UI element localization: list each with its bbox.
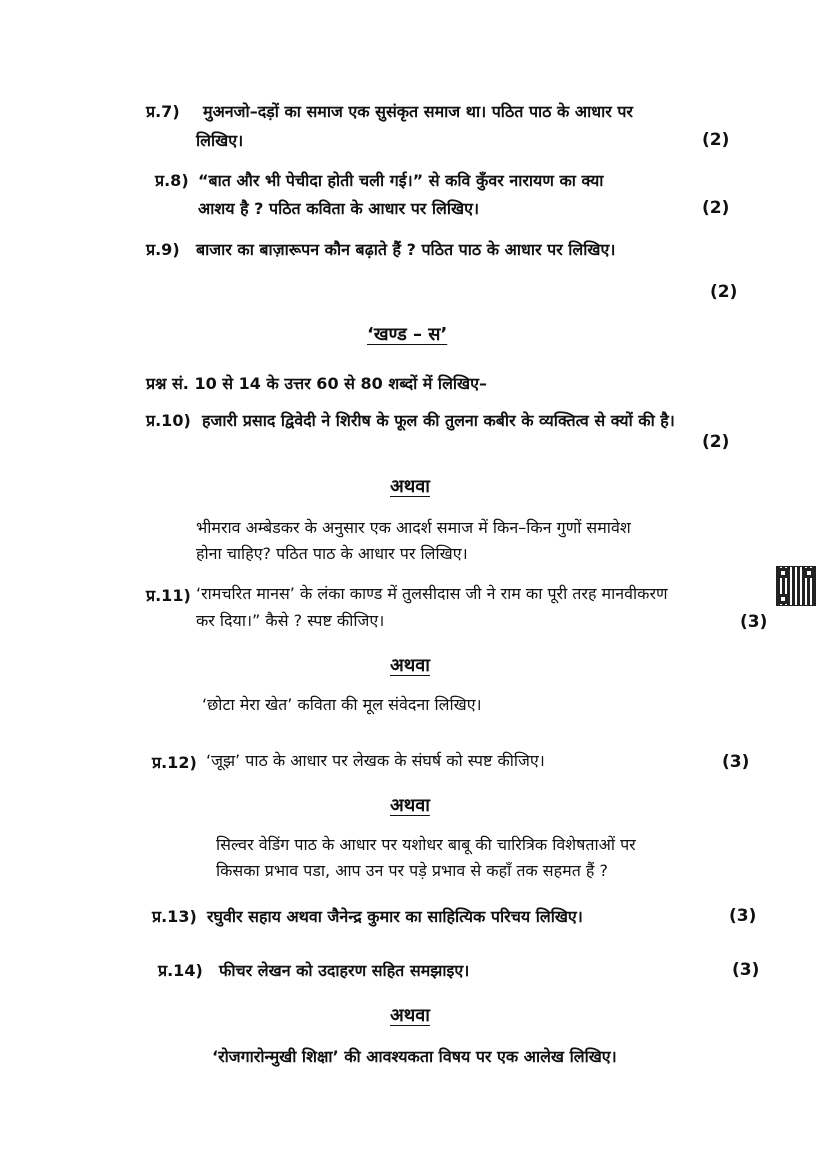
q12-alt-line1: सिल्वर वेडिंग पाठ के आधार पर यशोधर बाबू की चारित्रिक विशेषताओं पर — [216, 835, 636, 854]
q10-marks: (2) — [702, 432, 730, 452]
q12-or-heading: अथवा — [390, 795, 430, 816]
q13-marks: (3) — [729, 906, 757, 926]
q11-number: प्र.11) — [146, 586, 191, 605]
qr-code-icon — [776, 566, 816, 606]
q7-number: प्र.7) — [146, 102, 180, 121]
q12-text-line1: ‘जूझ’ पाठ के आधार पर लेखक के संघर्ष को स्पष्ट कीजिए। — [206, 751, 545, 770]
q8-number: प्र.8) — [155, 171, 189, 190]
q10-number: प्र.10) — [146, 411, 191, 430]
section-instruction: प्रश्न सं. 10 से 14 के उत्तर 60 से 80 शब्दों में लिखिए– — [146, 374, 487, 393]
q10-alt-line2: होना चाहिए? पठित पाठ के आधार पर लिखिए। — [196, 544, 468, 563]
q14-number: प्र.14) — [158, 961, 203, 980]
q12-marks: (3) — [722, 752, 750, 772]
q8-text-line1: “बात और भी पेचीदा होती चली गई।” से कवि कुँवर नारायण का क्या — [198, 171, 604, 190]
q11-alt-line1: ‘छोटा मेरा खेत’ कविता की मूल संवेदना लिखिए। — [202, 695, 482, 714]
q13-text-line1: रघुवीर सहाय अथवा जैनेन्द्र कुमार का साहित्यिक परिचय लिखिए। — [207, 907, 583, 926]
q14-or-heading: अथवा — [390, 1005, 430, 1026]
q10-alt-line1: भीमराव अम्बेडकर के अनुसार एक आदर्श समाज में किन–किन गुणों समावेश — [196, 518, 631, 537]
q9-text-line1: बाजार का बाज़ारूपन कौन बढ़ाते हैं ? पठित पाठ के आधार पर लिखिए। — [196, 240, 616, 259]
q7-marks: (2) — [702, 130, 730, 150]
q12-number: प्र.12) — [152, 753, 197, 772]
q7-text-line1: मुअनजो–दड़ों का समाज एक सुसंकृत समाज था। पठित पाठ के आधार पर — [203, 102, 633, 121]
q9-marks: (2) — [710, 282, 738, 302]
q10-or-heading: अथवा — [390, 476, 430, 497]
q14-alt-line1: ‘रोजगारोन्मुखी शिक्षा’ की आवश्यकता विषय पर एक आलेख लिखिए। — [212, 1047, 617, 1066]
q11-text-line1: ‘रामचरित मानस’ के लंका काण्ड में तुलसीदास जी ने राम का पूरी तरह मानवीकरण — [196, 584, 668, 603]
q11-or-heading: अथवा — [390, 655, 430, 676]
q13-number: प्र.13) — [152, 907, 197, 926]
q9-number: प्र.9) — [146, 240, 180, 259]
q14-marks: (3) — [732, 960, 760, 980]
q8-marks: (2) — [702, 198, 730, 218]
q7-text-line2: लिखिए। — [196, 131, 244, 150]
q8-text-line2: आशय है ? पठित कविता के आधार पर लिखिए। — [198, 199, 480, 218]
q14-text-line1: फीचर लेखन को उदाहरण सहित समझाइए। — [219, 961, 470, 980]
q11-text-line2: कर दिया।” कैसे ? स्पष्ट कीजिए। — [196, 611, 385, 630]
q12-alt-line2: किसका प्रभाव पडा, आप उन पर पड़े प्रभाव से कहाँ तक सहमत हैं ? — [216, 861, 608, 880]
q11-marks: (3) — [740, 612, 768, 632]
q10-text-line1: हजारी प्रसाद द्विवेदी ने शिरीष के फूल की तुलना कबीर के व्यक्तित्व से क्यों की है। — [202, 411, 675, 430]
section-title: ‘खण्ड – स’ — [367, 324, 448, 345]
